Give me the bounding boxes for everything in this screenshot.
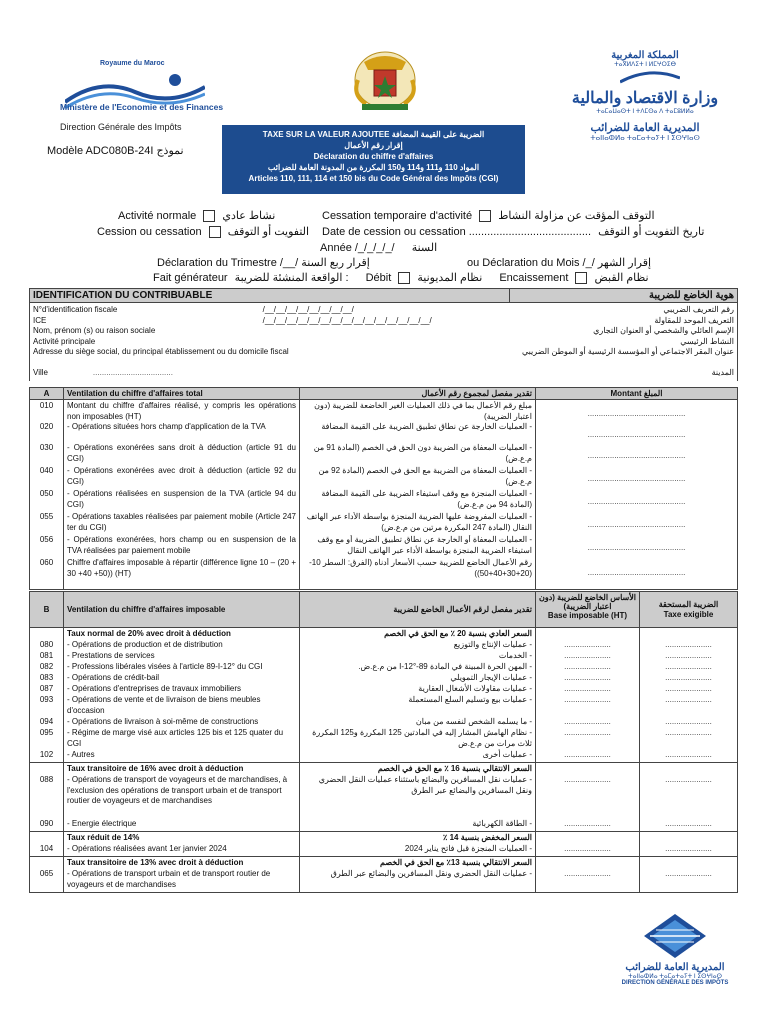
montant-header [536, 388, 738, 400]
row-083-fr: - Opérations de crédit-bail [67, 673, 160, 682]
group-16-ar [300, 763, 536, 832]
taxe-087[interactable]: ..................... [665, 684, 712, 693]
taxe-083[interactable]: ..................... [665, 673, 712, 682]
trimestre-label: Déclaration du Trimestre /__/ إقرار ربع السنة [157, 257, 370, 269]
section-a-ar [300, 400, 536, 590]
base-094[interactable]: ..................... [564, 717, 611, 726]
code-095: 095 [39, 728, 54, 737]
row-040-fr: - Opérations exonérées avec droit à déduction (article 92 du CGI) [67, 466, 296, 486]
code-010: 010 [39, 401, 54, 410]
taxe-header [640, 592, 738, 628]
row-083-ar: - عمليات الإيجار التمويلي [450, 673, 532, 682]
cessation-temp-checkbox[interactable] [479, 210, 491, 222]
row-081-ar: - الخدمات [498, 651, 532, 660]
encaissement-checkbox[interactable] [575, 272, 587, 284]
tifinagh-1: ⵜⴰⴳⵍⴷⵉⵜ ⵏ ⵍⵎⵖⵔⵉⴱ [614, 62, 676, 68]
row-082-ar: - المهن الحرة المبينة في المادة 89-I-12° من م.ع.ض. [358, 662, 532, 671]
base-087[interactable]: ..................... [564, 684, 611, 693]
dgi-name-left: Direction Générale des Impôts [60, 122, 182, 132]
group-13-codes [30, 857, 64, 893]
group-14-title-ar: السعر المخفض بنسبة 14 ٪ [443, 833, 532, 842]
tifinagh-3: ⵜⴰⵏⵏⴰⵀⵍⴰ ⵜⴰⵎⴰⵜⴰⵢⵜ ⵏ ⵉⵙⵖⵏⴰⵙ [590, 135, 700, 142]
group-20-fr [64, 628, 300, 763]
activite-normale-label: Activité normale [118, 210, 197, 222]
row-055-fr: - Opérations taxables réalisées par paiement mobile (Article 247 ter du CGI) [67, 512, 296, 532]
taxe-081[interactable]: ..................... [665, 651, 712, 660]
ville-label-ar: المدينة [711, 367, 735, 377]
row-010-fr: Montant du chiffre d'affaires réalisé, y compris les opérations non imposables (HT) [67, 401, 296, 421]
section-a-codes [30, 400, 64, 590]
row-081-fr: - Prestations de services [67, 651, 155, 660]
code-065: 065 [39, 869, 54, 878]
amount-010[interactable]: ............................................ [587, 409, 686, 418]
taxe-header-ar: الضريبة المستحقة [658, 599, 719, 609]
group-14-row [30, 832, 738, 857]
title-banner [222, 125, 525, 194]
row-056-fr: - Opérations exonérées, hors champ ou en suspension de la TVA réalisées par paiement mobile [67, 535, 296, 555]
fait-generateur-row [153, 271, 649, 284]
banner-line-4: المواد 110 و111 و114 و150 المكررة من المدونة العامة للضرائب [267, 163, 480, 172]
row-065-fr: - Opérations de transport urbain et de transport routier de voyageurs et de marchandises [67, 869, 271, 889]
group-13-fr [64, 857, 300, 893]
ministry-name: Ministère de l'Economie et des Finances [60, 102, 224, 112]
row-060-fr: Chiffre d'affaires imposable à répartir (différence ligne 10 – (20 + 30 +40 +50)) (HT) [67, 558, 296, 578]
dgi-ar: المديرية العامة للضرائب [590, 122, 700, 134]
section-a-header [30, 388, 738, 400]
model-label: Modèle ADC080B-24I نموذج [47, 145, 184, 157]
amount-056[interactable]: ............................................ [587, 543, 686, 552]
ville-field[interactable]: .................................... [92, 367, 173, 377]
section-b-title-ar: تقدير مفصل لرقم الأعمال الخاضع للضريبة [300, 592, 536, 628]
taxe-090[interactable]: ..................... [665, 819, 712, 828]
base-104[interactable]: ..................... [564, 844, 611, 853]
debit-ar: نظام المديونية [417, 272, 483, 284]
row-088-fr: - Opérations de transport de voyageurs et de marchandises, à l'exclusion des opérations de transport urbain et de transport routier de voyageurs et de marchandises [67, 775, 288, 805]
row-095-ar: - نظام الهامش المشار إليه في المادتين 125 المكررة و125 المكررة ثلاث مرات من م.ع.ض [312, 728, 532, 748]
group-14-fr [64, 832, 300, 857]
banner-line-3: Déclaration du chiffre d'affaires [313, 152, 434, 161]
row-088-ar: - عمليات نقل المسافرين والبضائع باستثناء عمليات النقل الحضري ونقل المسافرين والبضائع عبر الطرق [318, 775, 532, 795]
amount-030[interactable]: ............................................ [587, 451, 686, 460]
amount-050[interactable]: ............................................ [587, 497, 686, 506]
tifinagh-2: ⵜⴰⵎⴰⵡⴰⵙⵜ ⵏ ⵜⴷⵎⵙⴰ ⴷ ⵜⴰⵎⵓⵍⵍⴰ [596, 109, 694, 115]
row-087-ar: - عمليات مقاولات الأشغال العقارية [418, 684, 532, 693]
group-16-base [536, 763, 640, 832]
code-056: 056 [39, 535, 54, 544]
group-16-row [30, 763, 738, 832]
group-13-title-ar: السعر الانتقالي بنسبة 13٪ مع الحق في الخصم [380, 858, 532, 867]
if-label-ar: رقم التعريف الضريبي [663, 305, 734, 314]
section-b-letter: B [30, 592, 64, 628]
ministry-logo-left [45, 60, 245, 140]
cession-option [97, 225, 309, 238]
row-087-fr: - Opérations d'entreprises de travaux immobiliers [67, 684, 242, 693]
date-cession-field[interactable] [322, 225, 704, 238]
date-cession-ar: تاريخ التفويت أو التوقف [598, 226, 705, 238]
row-095-fr: - Régime de marge visé aux articles 125 bis et 125 quater du CGI [67, 728, 284, 748]
taxe-102[interactable]: ..................... [665, 750, 712, 759]
amount-020[interactable]: ............................................ [587, 430, 686, 439]
code-055: 055 [39, 512, 54, 521]
identification-title: IDENTIFICATION DU CONTRIBUABLE [30, 289, 510, 303]
footer-dgi-tifinagh: ⵜⴰⵏⵏⴰⵀⵍⴰ ⵜⴰⵎⴰⵜⴰⵢⵜ ⵏ ⵉⵙⵖⵏⴰⵙ [628, 974, 722, 980]
code-050: 050 [39, 489, 54, 498]
date-cession-label: Date de cession ou cessation ........................................ [322, 226, 592, 238]
code-090: 090 [39, 819, 54, 828]
adresse-label-ar: عنوان المقر الاجتماعي أو المؤسسة الرئيسية أو الموطن الضريبي [521, 347, 734, 357]
group-20-base [536, 628, 640, 763]
taxe-header-fr: Taxe exigible [663, 609, 714, 619]
id-row-adresse[interactable] [33, 347, 734, 358]
taxe-080[interactable]: ..................... [665, 640, 712, 649]
section-a-title-ar: تقدير مفصل لمجموع رقم الأعمال [300, 388, 536, 400]
section-a-title: Ventilation du chiffre d'affaires total [64, 388, 300, 400]
code-082: 082 [39, 662, 54, 671]
section-b-header [30, 592, 738, 628]
ministry-logo-right [560, 50, 730, 165]
ministry-wave-icon-right [620, 68, 680, 86]
code-093: 093 [39, 695, 54, 704]
row-093-ar: - عمليات بيع وتسليم السلع المستعملة [408, 695, 532, 704]
section-a-table [29, 387, 738, 590]
base-header [536, 592, 640, 628]
row-082-fr: - Professions libérales visées à l'article 89-I-12° du CGI [67, 662, 263, 671]
cession-checkbox[interactable] [209, 226, 221, 238]
row-040-ar: - العمليات المعفاة من الضريبة مع الحق في الخصم (المادة 92 من م.ع.ض) [318, 466, 532, 486]
base-082[interactable]: ..................... [564, 662, 611, 671]
debit-label: Débit [365, 272, 392, 284]
row-090-ar: - الطاقة الكهربائية [472, 819, 532, 828]
identification-table [29, 288, 738, 381]
row-056-ar: - العمليات المعفاة أو الخارجة عن نطاق تطبيق الضريبة أو مع وقف استيفاء الضريبة المنجزة بواسطة الأداء عبر الهاتف النقال [317, 535, 532, 555]
section-b-table [29, 591, 738, 893]
base-090[interactable]: ..................... [564, 819, 611, 828]
code-104: 104 [39, 844, 54, 853]
section-a-amounts [536, 400, 738, 590]
group-13-base [536, 857, 640, 893]
amount-060[interactable]: ............................................ [587, 568, 686, 577]
code-081: 081 [39, 651, 54, 660]
row-020-ar: - العمليات الخارجة عن نطاق تطبيق الضريبة على القيمة المضافة [321, 422, 532, 431]
group-13-row [30, 857, 738, 893]
group-13-ar [300, 857, 536, 893]
footer-logo [600, 912, 750, 1012]
base-083[interactable]: ..................... [564, 673, 611, 682]
taxe-093[interactable]: ..................... [665, 695, 712, 704]
cessation-temp-option [322, 209, 655, 222]
mois-field[interactable] [467, 256, 651, 269]
activite-normale-ar: نشاط عادي [222, 210, 276, 222]
group-20-title: Taux normal de 20% avec droit à déduction [67, 629, 231, 638]
code-102: 102 [39, 750, 54, 759]
encaissement-ar: نظام القبض [594, 272, 649, 284]
section-b-title: Ventilation du chiffre d'affaires imposable [64, 592, 300, 628]
code-088: 088 [39, 775, 54, 784]
annee-field[interactable] [320, 241, 437, 254]
group-14-title: Taux réduit de 14% [67, 833, 140, 842]
section-a-letter: A [30, 388, 64, 400]
fait-gen-label: Fait générateur [153, 272, 228, 284]
dgi-diamond-icon [640, 912, 710, 960]
fait-gen-ar: الواقعة المنشئة للضريبة : [234, 272, 349, 284]
amount-055[interactable]: ............................................ [587, 520, 686, 529]
taxe-088[interactable]: ..................... [665, 775, 712, 784]
code-083: 083 [39, 673, 54, 682]
id-row-activite[interactable] [33, 337, 734, 348]
annee-ar: السنة [411, 242, 438, 254]
nom-label-ar: الإسم العائلي والشخصي أو العنوان التجاري [593, 326, 734, 336]
code-080: 080 [39, 640, 54, 649]
footer-dgi-ar: المديرية العامة للضرائب [625, 962, 725, 973]
activite-label-ar: النشاط الرئيسي [680, 336, 734, 346]
group-16-fr [64, 763, 300, 832]
base-header-fr: Base imposable (HT) [547, 611, 628, 620]
code-094: 094 [39, 717, 54, 726]
code-030: 030 [39, 443, 54, 452]
base-102[interactable]: ..................... [564, 750, 611, 759]
row-050-fr: - Opérations réalisées en suspension de la TVA (article 94 du CGI) [67, 489, 296, 509]
row-010-ar: مبلغ رقم الأعمال بما في ذلك العمليات الغير الخاضعة للضريبة (دون اعتبار الضريبة) [314, 401, 532, 421]
cession-label: Cession ou cessation [97, 226, 202, 238]
row-020-fr: - Opérations situées hors champ d'application de la TVA [67, 422, 266, 431]
group-14-base [536, 832, 640, 857]
base-065[interactable]: ..................... [564, 869, 611, 878]
amount-040[interactable]: ............................................ [587, 474, 686, 483]
base-095[interactable]: ..................... [564, 728, 611, 737]
id-row-if[interactable] [33, 305, 734, 316]
row-080-fr: - Opérations de production et de distribution [67, 640, 223, 649]
taxe-065[interactable]: ..................... [665, 869, 712, 878]
group-20-row [30, 628, 738, 763]
group-13-taxe [640, 857, 738, 893]
row-030-ar: - العمليات المعفاة من الضريبة دون الحق في الخصم (المادة 91 من م.ع.ض) [313, 443, 532, 463]
group-13-title: Taux transitoire de 13% avec droit à déduction [67, 858, 244, 867]
if-label: N°d'identification fiscale [33, 305, 118, 314]
row-102-fr: - Autres [67, 750, 95, 759]
taxe-104[interactable]: ..................... [665, 844, 712, 853]
base-088[interactable]: ..................... [564, 775, 611, 784]
base-093[interactable]: ..................... [564, 695, 611, 704]
row-055-ar: - العمليات المفروضة عليها الضريبة المنجزة بواسطة الأداء عبر الهاتف النقال (المادة 247 المكررة مرتين من م.ع.ض) [306, 512, 532, 532]
adresse-label: Adresse du siège social, du principal établissement ou du domicile fiscal [33, 347, 289, 357]
footer-dgi-fr: DIRECTION GÉNÉRALE DES IMPÔTS [621, 980, 729, 986]
code-040: 040 [39, 466, 54, 475]
row-102-ar: - عمليات أخرى [482, 750, 532, 759]
montant-label-ar: المبلغ [643, 389, 663, 398]
section-a-fr [64, 400, 300, 590]
row-093-fr: - Opérations de vente et de livraison de biens meubles d'occasion [67, 695, 261, 715]
group-20-taxe [640, 628, 738, 763]
taxe-082[interactable]: ..................... [665, 662, 712, 671]
cessation-temp-label: Cessation temporaire d'activité [322, 210, 473, 222]
kingdom-ar: المملكة المغربية [611, 50, 679, 61]
row-050-ar: - العمليات المنجزة مع وقف استيفاء الضريبة على القيمة المضافة (المادة 94 من م.ع.ض) [321, 489, 532, 509]
nom-label: Nom, prénom (s) ou raison sociale [33, 326, 156, 336]
identification-body [30, 303, 738, 381]
ice-label-ar: التعريف الموحد للمقاولة [654, 315, 734, 325]
identification-header [30, 289, 738, 303]
group-16-title: Taux transitoire de 16% avec droit à déduction [67, 764, 244, 773]
id-row-ville[interactable] [33, 368, 734, 379]
cessation-temp-ar: التوقف المؤقت عن مزاولة النشاط [498, 210, 655, 222]
kingdom-label: Royaume du Maroc [100, 60, 165, 67]
group-20-title-ar: السعر العادي بنسبة 20 ٪ مع الحق في الخصم [384, 629, 532, 638]
identification-title-ar: هوية الخاضع للضريبة [510, 289, 738, 303]
ice-field[interactable]: /__/__/__/__/__/__/__/__/__/__/__/__/__/__/__/ [262, 315, 432, 325]
activite-normale-option [118, 209, 275, 222]
activite-label: Activité principale [33, 336, 96, 346]
row-094-ar: - ما يسلمه الشخص لنفسه من مبان [415, 717, 532, 726]
id-row-nom[interactable] [33, 326, 734, 337]
taxe-095[interactable]: ..................... [665, 728, 712, 737]
royal-emblem-icon [350, 40, 420, 115]
group-16-codes [30, 763, 64, 832]
cession-ar: التفويت أو التوقف [227, 226, 310, 238]
code-087: 087 [39, 684, 54, 693]
section-a-body [30, 400, 738, 590]
encaissement-label: Encaissement [499, 272, 569, 284]
ville-label: Ville [33, 367, 48, 377]
group-16-title-ar: السعر الانتقالي بنسبة 16 ٪ مع الحق في الخصم [377, 764, 532, 773]
base-080[interactable]: ..................... [564, 640, 611, 649]
banner-line-5: Articles 110, 111, 114 et 150 bis du Code Général des Impôts (CGI) [248, 174, 499, 183]
banner-line-1: TAXE SUR LA VALEUR AJOUTEE الضريبة على القيمة المضافة [262, 130, 485, 139]
ice-label: ICE [33, 315, 47, 325]
activite-normale-checkbox[interactable] [203, 210, 215, 222]
row-060-ar: رقم الأعمال الخاضع للضريبة حسب الأسعار أدناه (الفرق: السطر 10-(20+30+40+50)) [309, 558, 532, 578]
debit-checkbox[interactable] [398, 272, 410, 284]
group-16-taxe [640, 763, 738, 832]
annee-label: Année /_/_/_/_/ [320, 242, 395, 254]
group-20-ar [300, 628, 536, 763]
row-065-ar: - عمليات النقل الحضري ونقل المسافرين والبضائع عبر الطرق [330, 869, 532, 878]
trimestre-field[interactable] [157, 256, 370, 269]
if-field[interactable]: /__/__/__/__/__/__/__/__/ [262, 305, 354, 314]
banner-line-2: إقرار رقم الأعمال [344, 141, 403, 150]
montant-label: Montant [610, 389, 642, 398]
id-row-ice[interactable] [33, 316, 734, 327]
group-14-taxe [640, 832, 738, 857]
row-094-fr: - Opérations de livraison à soi-même de constructions [67, 717, 259, 726]
group-20-codes [30, 628, 64, 763]
row-104-ar: - العمليات المنجزة قبل فاتح يناير 2024 [404, 844, 532, 853]
base-081[interactable]: ..................... [564, 651, 611, 660]
mois-label: ou Déclaration du Mois /_/ إقرار الشهر [467, 257, 652, 269]
code-060: 060 [39, 558, 54, 567]
taxe-094[interactable]: ..................... [665, 717, 712, 726]
code-020: 020 [39, 422, 54, 431]
group-14-codes [30, 832, 64, 857]
group-14-ar [300, 832, 536, 857]
row-080-ar: - عمليات الإنتاج والتوزيع [453, 640, 532, 649]
ministry-ar: وزارة الاقتصاد والمالية [571, 90, 719, 107]
row-104-fr: - Opérations réalisées avant 1er janvier 2024 [67, 844, 227, 853]
row-090-fr: - Energie électrique [67, 819, 137, 828]
row-030-fr: - Opérations exonérées sans droit à déduction (article 91 du CGI) [67, 443, 296, 463]
base-header-ar: الأساس الخاضع للضريبة (دون اعتبار الضريبة) [538, 593, 636, 611]
